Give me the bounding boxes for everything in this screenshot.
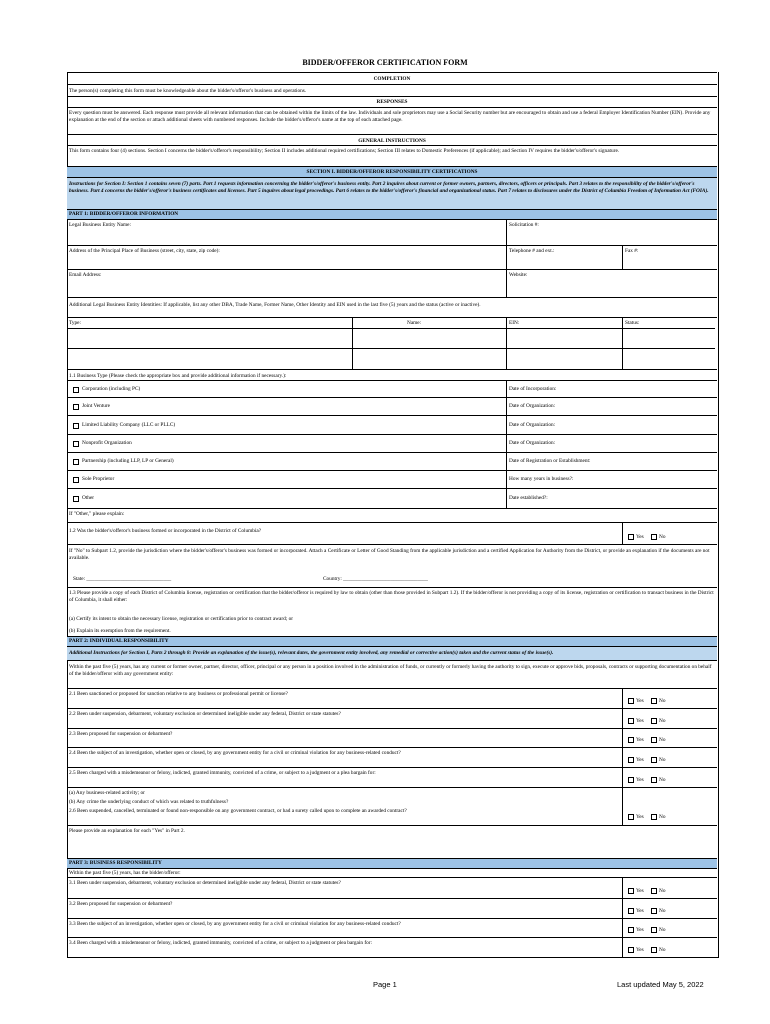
part2-yes-label: Yes xyxy=(636,777,644,783)
q26-yes-checkbox[interactable] xyxy=(628,814,634,820)
part2-no-label: No xyxy=(659,757,666,763)
part3-question-text: 3.2 Been proposed for suspension or debarment? xyxy=(69,901,173,907)
website-label: Website: xyxy=(509,272,528,278)
part3-no-label: No xyxy=(659,927,666,933)
part3-yes-checkbox[interactable] xyxy=(628,927,634,933)
q12-text: 1.2 Was the bidder's/offeror's business formed or incorporated in the District of Columbia? xyxy=(69,528,262,534)
business-type-date-label: Date of Organization: xyxy=(509,403,556,409)
section1-instructions: Instructions for Section I: Section 1 contains seven (7) parts. Part 1 requests information concerning the bidder's/offeror's business entity. Part 2 inquires about current or former owners, partners, directors, officers or principals. Part 3 relates to the responsibility of the bidder's/offeror's business. Part 4 concerns the bidder's/offeror's business certificates and licenses. Part 5 inquires about legal proceedings. Part 6 relates to the bidder's/offeror's financial and organizational status. Part 7 relates to disclosures under the District of Columbia Freedom of Information Act (FOIA). xyxy=(67,177,717,209)
part3-no-checkbox[interactable] xyxy=(651,947,657,953)
business-type-row xyxy=(67,452,717,470)
section1-header: SECTION I. BIDDER/OFFEROR RESPONSIBILITY CERTIFICATIONS xyxy=(67,166,717,177)
solicitation-label: Solicitation #: xyxy=(509,222,539,228)
q11-text: 1.1 Business Type (Please check the appropriate box and provide additional information if necessary.): xyxy=(67,369,717,380)
part2-explain: Please provide an explanation for each "Yes" in Part 2. xyxy=(67,825,717,858)
part3-yes-checkbox[interactable] xyxy=(628,908,634,914)
responses-header: RESPONSES xyxy=(67,96,717,107)
q25-subitems xyxy=(67,787,717,807)
state-field[interactable]: State: ________________________________ xyxy=(73,576,172,582)
last-updated: Last updated May 5, 2022 xyxy=(617,980,704,989)
part1-header: PART 1: BIDDER/OFFEROR INFORMATION xyxy=(67,209,717,219)
part2-yes-checkbox[interactable] xyxy=(628,698,634,704)
q12-yes-label: Yes xyxy=(636,534,644,540)
completion-text: The person(s) completing this form must be knowledgeable about the bidder's/offeror's business and operations. xyxy=(67,84,717,96)
part2-question-row xyxy=(67,708,717,728)
part2-no-checkbox[interactable] xyxy=(651,737,657,743)
business-type-date-label: Date of Organization: xyxy=(509,421,556,428)
q26-no-label: No xyxy=(659,814,666,820)
part3-no-label: No xyxy=(659,947,666,953)
q13-row xyxy=(67,587,717,636)
legal-name-label: Legal Business Entity Name: xyxy=(69,222,131,228)
part3-no-checkbox[interactable] xyxy=(651,908,657,914)
email-row xyxy=(67,269,717,297)
business-type-label: Nonprofit Organization xyxy=(82,440,132,446)
general-instructions-text: This form contains four (4) sections. Section I concerns the bidder's/offeror's responsibility; Section II includes additional required certifications; Section III relates to Domestic Preferences (if applicable); and Section IV requires the bidder's/offeror's signature. xyxy=(67,145,717,166)
part2-yes-checkbox[interactable] xyxy=(628,737,634,743)
part2-no-label: No xyxy=(659,718,666,724)
part3-yes-label: Yes xyxy=(636,908,644,914)
q25a-text: (a) Any business-related activity; or xyxy=(69,790,145,796)
part3-intro: Within the past five (5) years, has the bidder/offeror: xyxy=(67,868,717,877)
email-label: Email Address: xyxy=(69,272,102,278)
part2-question-row xyxy=(67,747,717,767)
part2-yes-checkbox[interactable] xyxy=(628,757,634,763)
part3-question-row xyxy=(67,898,717,918)
business-type-row xyxy=(67,397,717,415)
part2-no-label: No xyxy=(659,777,666,783)
q12-note-row xyxy=(67,544,717,587)
col-name: Name: xyxy=(407,320,422,326)
address-row xyxy=(67,245,717,269)
page-number: Page 1 xyxy=(373,980,397,989)
business-type-date-label: Date of Incorporation: xyxy=(509,385,557,392)
col-ein: EIN: xyxy=(509,320,520,326)
q13b-text: (b) Explain its exemption from the requirement. xyxy=(69,628,171,634)
part2-no-label: No xyxy=(659,737,666,743)
business-type-checkbox[interactable] xyxy=(73,496,79,502)
business-type-label: Partnership (including LLP, LP or General) xyxy=(82,458,174,464)
q26-yes-label: Yes xyxy=(636,814,644,820)
col-status: Status: xyxy=(625,320,640,326)
q12-note: If "No" to Subpart 1.2, provide the jurisdiction where the bidder's/offeror's business was formed or incorporated. Attach a Certificate or Letter of Good Standing from the applicable jurisdiction and a certified Application for Authority from the District, or provide an explanation if the documents are not available. xyxy=(69,548,710,561)
part3-no-checkbox[interactable] xyxy=(651,927,657,933)
address-label: Address of the Principal Place of Business (street, city, state, zip code): xyxy=(69,248,220,254)
business-type-date-label: Date established?: xyxy=(509,495,548,501)
part2-question-text: 2.2 Been under suspension, debarment, voluntary exclusion or determined ineligible under any federal, District or state statutes? xyxy=(69,711,341,717)
business-type-row xyxy=(67,434,717,452)
business-type-label: Other xyxy=(82,495,95,501)
q13a-text: (a) Certify its intent to obtain the necessary license, registration or certification prior to contract award; or xyxy=(69,616,294,622)
part2-intro: Within the past five (5) years, has any current or former owner, partner, director, officer, principal or any person in a position involved in the administration of funds, or currently or formerly having the authority to sign, execute or approve bids, proposals, contracts or supporting documentation on behalf of the bidder/offeror with any government entity: xyxy=(67,660,717,688)
part2-question-row xyxy=(67,767,717,787)
q25b-text: (b) Any crime the underlying conduct of which was related to truthfulness? xyxy=(69,799,229,805)
part2-question-text: 2.5 Been charged with a misdemeanor or felony, indicted, granted immunity, convicted of a crime, or subject to a judgment or a plea bargain for: xyxy=(69,770,376,776)
business-type-checkbox[interactable] xyxy=(73,387,79,393)
part2-question-text: 2.4 Been the subject of an investigation, whether open or closed, by any government entity for a civil or criminal violation for any business-related conduct? xyxy=(69,750,401,756)
part3-no-label: No xyxy=(659,888,666,894)
part3-header: PART 3: BUSINESS RESPONSIBILITY xyxy=(67,858,717,868)
identities-text: Additional Legal Business Entity Identities: If applicable, list any other DBA, Trade Name, Former Name, Other Identity and EIN used in the last five (5) years and the status (active or inactive). xyxy=(67,297,717,317)
business-type-date-label: How many years in business?: xyxy=(509,476,574,482)
business-type-label: Sole Proprietor xyxy=(82,476,115,482)
business-type-label: Limited Liability Company (LLC or PLLC) xyxy=(82,421,176,428)
part2-no-checkbox[interactable] xyxy=(651,718,657,724)
form-title: BIDDER/OFFEROR CERTIFICATION FORM xyxy=(302,58,468,67)
general-instructions-header: GENERAL INSTRUCTIONS xyxy=(67,134,717,145)
part3-question-row xyxy=(67,877,717,898)
part2-question-text: 2.3 Been proposed for suspension or debarment? xyxy=(69,731,173,737)
q12-no-label: No xyxy=(659,534,666,540)
part2-yes-label: Yes xyxy=(636,718,644,724)
part2-no-checkbox[interactable] xyxy=(651,698,657,704)
part3-question-row xyxy=(67,937,717,957)
q26-no-checkbox[interactable] xyxy=(651,814,657,820)
part3-yes-checkbox[interactable] xyxy=(628,888,634,894)
part3-question-text: 3.4 Been charged with a misdemeanor or felony, indicted, granted immunity, convicted of a crime, or subject to a judgment or plea bargain for: xyxy=(69,940,373,946)
part2-yes-label: Yes xyxy=(636,737,644,743)
fax-label: Fax #: xyxy=(625,248,639,254)
part2-question-row xyxy=(67,688,717,708)
other-explain: If "Other," please explain: xyxy=(67,508,717,522)
completion-header: COMPLETION xyxy=(67,72,717,84)
part2-question-row xyxy=(67,728,717,747)
part3-no-label: No xyxy=(659,908,666,914)
q12-no-checkbox[interactable] xyxy=(651,534,657,540)
q26-row xyxy=(67,807,717,825)
business-type-row xyxy=(67,415,717,434)
part3-question-text: 3.1 Been under suspension, debarment, voluntary exclusion or determined ineligible under any federal, District or state statutes? xyxy=(69,880,341,886)
part3-question-row xyxy=(67,918,717,937)
responses-text: Every question must be answered. Each response must provide all relevant information that can be obtained within the limits of the law. Individuals and sole proprietors may use a Social Security number but are encouraged to obtain and use a federal Employer Identification Number (EIN). Provide any explanation at the end of the section or attach additional sheets with numbered responses. Include the bidder's/offeror's name at the top of each attached page. xyxy=(67,107,717,134)
telephone-label: Telephone # and ext.: xyxy=(509,248,555,254)
part2-instructions: Additional Instructions for Section I, Parts 2 through 8: Provide an explanation of the issue(s), relevant dates, the government entity involved, any remedial or corrective action(s) taken and the current status of the issue(s). xyxy=(67,646,717,660)
part3-yes-label: Yes xyxy=(636,947,644,953)
part2-no-label: No xyxy=(659,698,666,704)
q26-text: 2.6 Been suspended, cancelled, terminated or found non-responsible on any government contract, or had a surety called upon to complete an awarded contract? xyxy=(69,808,407,814)
legal-name-row xyxy=(67,219,717,245)
business-type-checkbox[interactable] xyxy=(73,423,79,429)
part2-yes-label: Yes xyxy=(636,757,644,763)
identities-table xyxy=(67,317,717,369)
q12-yes-checkbox[interactable] xyxy=(628,534,634,540)
form-bottom-border xyxy=(67,957,718,958)
business-type-label: Corporation (including PC) xyxy=(82,385,141,392)
part2-yes-checkbox[interactable] xyxy=(628,777,634,783)
part2-yes-label: Yes xyxy=(636,698,644,704)
part2-yes-checkbox[interactable] xyxy=(628,718,634,724)
business-type-checkbox[interactable] xyxy=(73,404,79,410)
business-type-checkbox[interactable] xyxy=(73,441,79,447)
part2-no-checkbox[interactable] xyxy=(651,757,657,763)
part3-question-text: 3.3 Been the subject of an investigation, whether open or closed, by any government entity for a civil or criminal violation for any business-related conduct? xyxy=(69,921,401,927)
business-type-row xyxy=(67,488,717,508)
business-type-date-label: Date of Registration or Establishment: xyxy=(509,458,591,464)
part2-header: PART 2: INDIVIDUAL RESPONSIBILITY xyxy=(67,636,717,646)
part3-yes-label: Yes xyxy=(636,888,644,894)
business-type-date-label: Date of Organization: xyxy=(509,440,556,446)
business-type-row xyxy=(67,380,717,397)
country-field[interactable]: Country: ________________________________ xyxy=(323,576,428,582)
part3-no-checkbox[interactable] xyxy=(651,888,657,894)
part2-question-text: 2.1 Been sanctioned or proposed for sanction relative to any business or professional permit or license? xyxy=(69,691,288,697)
business-type-label: Joint Venture xyxy=(82,403,111,409)
q13-text: 1.3 Please provide a copy of each District of Columbia license, registration or certification that the bidder/offeror is required by law to obtain (other than those provided in Subpart 1.2). If the bidder/offeror is not providing a copy of its license, registration or certification to transact business in the District of Columbia, it shall either: xyxy=(69,590,714,603)
part3-yes-checkbox[interactable] xyxy=(628,947,634,953)
business-type-checkbox[interactable] xyxy=(73,459,79,465)
part3-yes-label: Yes xyxy=(636,927,644,933)
q12-row xyxy=(67,522,717,544)
part2-no-checkbox[interactable] xyxy=(651,777,657,783)
business-type-checkbox[interactable] xyxy=(73,477,79,483)
business-type-row xyxy=(67,470,717,488)
col-type: Type: xyxy=(69,320,81,326)
